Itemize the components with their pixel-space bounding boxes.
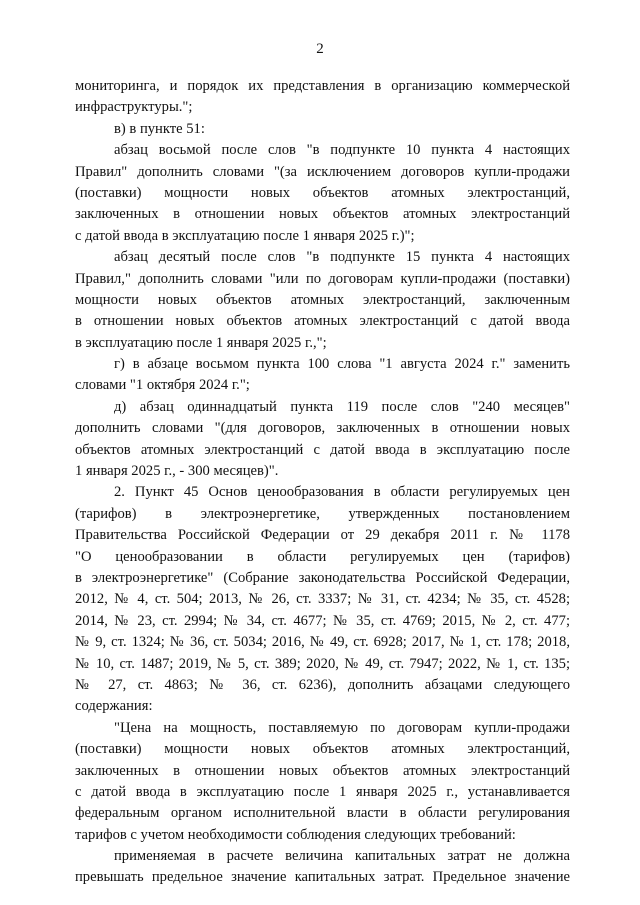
text-line: с датой ввода в эксплуатацию после 1 января 2025 г.)";: [75, 227, 415, 244]
text-line: словами "1 октября 2024 г.";: [75, 377, 250, 394]
text-line: Правительства Российской Федерации от 29 декабря 2011 г. № 1178: [75, 527, 570, 544]
text-line: мощности новых объектов атомных электростанций, заключенным: [75, 291, 570, 308]
text-line: объектов атомных электростанций с датой ввода в эксплуатацию после: [75, 441, 570, 458]
text-line: (поставки) мощности новых объектов атомных электростанций,: [75, 184, 570, 201]
text-line: инфраструктуры.";: [75, 99, 193, 116]
text-line: Правил" дополнить словами "(за исключением договоров купли-продажи: [75, 163, 570, 180]
text-line: 2. Пункт 45 Основ ценообразования в области регулируемых цен: [114, 484, 570, 501]
page-number: 2: [316, 41, 324, 57]
text-line: в электроэнергетике" (Собрание законодательства Российской Федерации,: [75, 569, 570, 586]
text-line: заключенных в отношении новых объектов атомных электростанций: [75, 762, 570, 779]
text-line: г) в абзаце восьмом пункта 100 слова "1 августа 2024 г." заменить: [114, 356, 570, 373]
text-line: мониторинга, и порядок их представления в организацию коммерческой: [75, 78, 570, 94]
text-line: в) в пункте 51:: [114, 120, 205, 137]
text-line: применяемая в расчете величина капитальных затрат не должна: [114, 848, 570, 865]
text-line: заключенных в отношении новых объектов атомных электростанций: [75, 206, 570, 223]
text-line: в отношении новых объектов атомных электростанций с датой ввода: [75, 313, 570, 330]
text-line: абзац десятый после слов "в подпункте 15 пункта 4 настоящих: [114, 249, 570, 266]
text-line: (поставки) мощности новых объектов атомных электростанций,: [75, 741, 570, 758]
text-line: № 27, ст. 4863; № 36, ст. 6236), дополнить абзацами следующего: [75, 676, 570, 693]
text-line: дополнить словами "(для договоров, заключенных в отношении новых: [75, 420, 570, 437]
text-line: тарифов с учетом необходимости соблюдения следующих требований:: [75, 826, 516, 843]
text-line: № 10, ст. 1487; 2019, № 5, ст. 389; 2020, № 49, ст. 7947; 2022, № 1, ст. 135;: [75, 655, 570, 672]
text-line: федеральным органом исполнительной власти в области регулирования: [75, 805, 570, 822]
text-line: 1 января 2025 г., - 300 месяцев)".: [75, 463, 279, 480]
document-body: [75, 76, 570, 889]
text-line: (тарифов) в электроэнергетике, утвержденных постановлением: [75, 505, 570, 522]
text-line: 2014, № 23, ст. 2994; № 34, ст. 4677; № 35, ст. 4769; 2015, № 2, ст. 477;: [75, 612, 570, 629]
text-line: с датой ввода в эксплуатацию после 1 января 2025 г., устанавливается: [75, 783, 570, 800]
text-line: 2012, № 4, ст. 504; 2013, № 26, ст. 3337; № 31, ст. 4234; № 35, ст. 4528;: [75, 591, 570, 608]
text-line: превышать предельное значение капитальных затрат. Предельное значение: [75, 869, 570, 886]
text-line: "Цена на мощность, поставляемую по договорам купли-продажи: [114, 719, 570, 736]
text-line: в эксплуатацию после 1 января 2025 г.,";: [75, 334, 327, 351]
text-line: содержания:: [75, 698, 153, 715]
text-line: абзац восьмой после слов "в подпункте 10 пункта 4 настоящих: [114, 142, 570, 159]
text-line: д) абзац одиннадцатый пункта 119 после слов "240 месяцев": [114, 398, 570, 415]
text-line: Правил," дополнить словами "или по договорам купли-продажи (поставки): [75, 270, 570, 287]
text-line: № 9, ст. 1324; № 36, ст. 5034; 2016, № 49, ст. 6928; 2017, № 1, ст. 178; 2018,: [75, 634, 570, 651]
text-line: "О ценообразовании в области регулируемых цен (тарифов): [75, 548, 570, 565]
